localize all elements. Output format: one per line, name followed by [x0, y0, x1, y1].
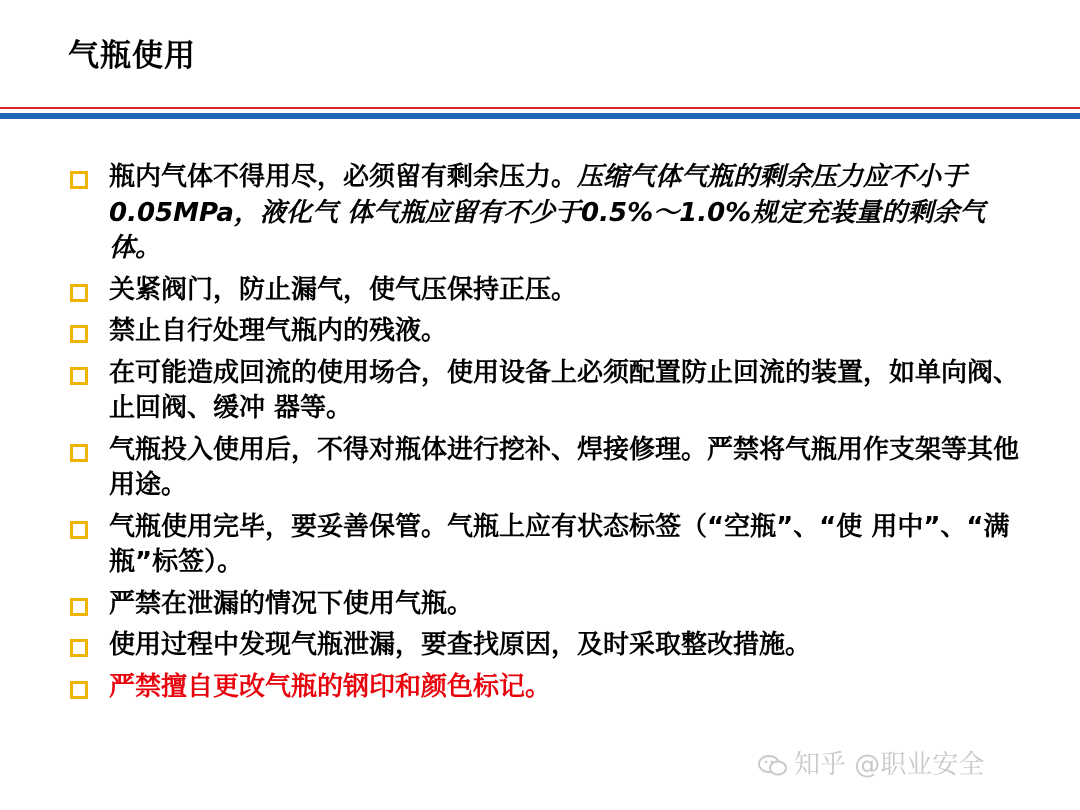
watermark-text: 知乎 @职业安全	[794, 750, 985, 780]
bullet-item-1	[68, 160, 1028, 267]
square-bullet-icon	[70, 598, 88, 616]
bullet-item-8	[68, 628, 1028, 664]
square-bullet-icon	[70, 171, 88, 189]
square-bullet-icon	[70, 284, 88, 302]
bullet-text-7: 严禁在泄漏的情况下使用气瓶。	[109, 588, 474, 619]
slide-title: 气瓶使用	[68, 38, 196, 74]
title-divider-blue	[0, 113, 1080, 119]
bullet-text-3: 禁止自行处理气瓶内的残液。	[109, 316, 448, 346]
wechat-icon	[758, 755, 788, 777]
bullet-text-9: 严禁擅自更改气瓶的钢印和颜色标记。	[109, 671, 552, 702]
bullet-text-8: 使用过程中发现气瓶泄漏，要查找原因，及时采取整改措施。	[109, 630, 812, 660]
bullet-text-4: 在可能造成回流的使用场合，使用设备上必须配置防止回流的装置，如单向阀、止回阀、缓冲 器等。	[109, 357, 1020, 423]
bullet-item-9-warning	[68, 670, 1028, 706]
bullet-list	[68, 160, 1028, 711]
bullet-emphasis-1: 压缩气体气瓶的剩余压力应不小于0.05MPa，液化气 体气瓶应留有不少于0.5%～1.0%规定充装量的剩余气体。	[109, 162, 986, 263]
bullet-text-1: 瓶内气体不得用尽，必须留有剩余压力。	[109, 162, 578, 192]
watermark	[758, 744, 984, 781]
square-bullet-icon	[70, 367, 88, 385]
bullet-item-6	[68, 510, 1028, 581]
bullet-item-3	[68, 314, 1028, 350]
bullet-text-6: 气瓶使用完毕，要妥善保管。气瓶上应有状态标签（“空瓶”、“使 用中”、“满瓶”标签）。	[109, 511, 1010, 577]
square-bullet-icon	[70, 325, 88, 343]
bullet-text-2: 关紧阀门，防止漏气，使气压保持正压。	[109, 274, 578, 305]
square-bullet-icon	[70, 521, 88, 539]
bullet-item-4	[68, 356, 1028, 427]
square-bullet-icon	[70, 681, 88, 699]
bullet-item-2	[68, 273, 1028, 309]
title-divider-red	[0, 107, 1080, 109]
bullet-text-5: 气瓶投入使用后，不得对瓶体进行挖补、焊接修理。严禁将气瓶用作支架等其他用途。	[109, 434, 1020, 500]
bullet-item-7	[68, 587, 1028, 623]
square-bullet-icon	[70, 444, 88, 462]
bullet-item-5	[68, 433, 1028, 504]
square-bullet-icon	[70, 639, 88, 657]
